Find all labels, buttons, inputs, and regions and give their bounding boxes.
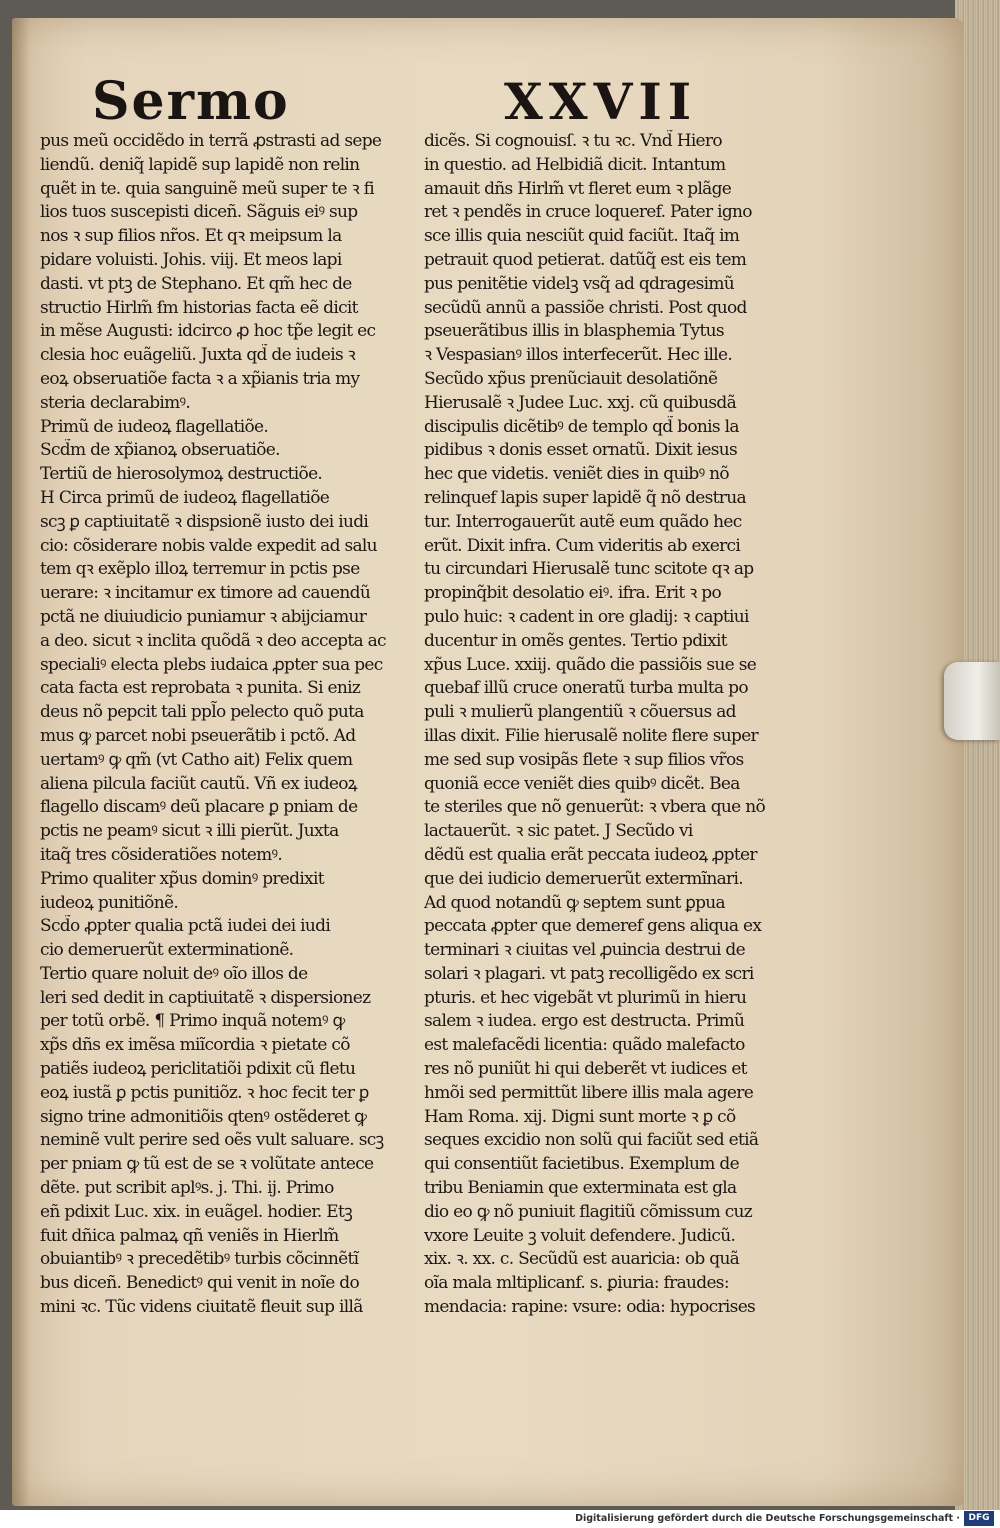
text-line: eoꝝ iustã ꝑ pctis punitiõz. ꝛ hoc fecit ter ꝑ — [40, 1082, 369, 1103]
text-line: Scd̃m de xp̃ianoꝝ obseruatiõe. — [40, 440, 280, 461]
text-line: quẽt in te. quia sanguinẽ meũ super te ꝛ fi — [40, 178, 374, 199]
text-line: deus nõ pepcit tali ppl̃o pelecto quõ puta — [40, 702, 364, 723]
text-line: mus ꝙ parcet nobi pseuerãtib i pctõ. Ad — [40, 725, 356, 746]
text-line: dẽte. put scribit aplꝰs. j. Thi. ij. Primo — [40, 1178, 334, 1199]
text-line: eñ pdixit Luc. xix. in euãgel. hodier. Etꝫ — [40, 1201, 353, 1222]
text-line: lactauerũt. ꝛ sic patet. J Secũdo vi — [424, 821, 693, 842]
text-line: leri sed dedit in captiuitatẽ ꝛ dispersionez — [40, 987, 371, 1008]
footer-bar — [0, 1510, 1000, 1528]
text-line: Ham Roma. xij. Digni sunt morte ꝛ ꝑ cõ — [424, 1106, 736, 1127]
text-line: illas dixit. Filie hierusalẽ nolite flere super — [424, 725, 758, 746]
text-line: propinq̃bit desolatio eiꝰ. ifra. Erit ꝛ po — [424, 583, 722, 604]
text-line: Tertiũ de hierosolymoꝝ destructiõe. — [40, 464, 323, 485]
text-line: sce illis quia nesciũt quid faciũt. Itaq̃ im — [424, 226, 740, 247]
text-line: discipulis dicẽtibꝰ de templo qd̃ bonis la — [424, 416, 739, 437]
text-line: per totũ orbẽ. ¶ Primo inquã notemꝰ ꝙ — [40, 1011, 345, 1032]
text-line: eoꝝ obseruatiõe facta ꝛ a xp̃ianis tria my — [40, 368, 360, 389]
text-line: oĩa mala mltiplicanf. s. ꝑiuria: fraudes: — [424, 1273, 729, 1294]
text-line: est malefacẽdi licentia: quãdo malefacto — [424, 1035, 745, 1056]
text-line: pidare voluisti. Johis. viij. Et meos lapi — [40, 249, 342, 270]
text-line: cata facta est reprobata ꝛ punita. Si eniz — [40, 678, 361, 699]
text-line: patiẽs iudeoꝝ periclitatiõi pdixit cũ fletu — [40, 1059, 356, 1080]
text-line: pturis. et hec vigebãt vt plurimũ in hieru — [424, 987, 747, 1008]
text-line: specialiꝰ electa plebs iudaica ꝓpter sua pec — [40, 654, 383, 675]
text-line: te steriles que nõ genuerũt: ꝛ vbera que nõ — [424, 797, 765, 818]
text-line: Hierusalẽ ꝛ Judee Luc. xxj. cũ quibusdã — [424, 392, 737, 413]
text-line: seques excidio non solũ qui faciũt sed etiã — [424, 1130, 759, 1151]
text-line: vxore Leuite ꝫ voluit defendere. Judicũ. — [424, 1225, 736, 1246]
text-line: in questio. ad Helbidiã dicit. Intantum — [424, 154, 726, 175]
text-line: fuit dñica palmaꝝ qñ veniẽs in Hierlm̃ — [40, 1225, 339, 1246]
text-line: pctã ne diuiudicio puniamur ꝛ abijciamur — [40, 606, 367, 627]
text-line: dasti. vt ptꝫ de Stephano. Et qm̃ hec de — [40, 273, 352, 294]
text-line: puli ꝛ mulierũ plangentiũ ꝛ cõuersus ad — [424, 702, 736, 723]
text-line: clesia hoc euãgeliũ. Juxta qd̃ de iudeis ꝛ — [40, 345, 356, 366]
text-line: quoniã ecce veniẽt dies quibꝰ dicẽt. Bea — [424, 773, 740, 794]
text-line: erũt. Dixit infra. Cum videritis ab exerci — [424, 535, 741, 556]
text-column-right — [424, 130, 796, 1320]
text-line: lios tuos suscepisti diceñ. Sãguis eiꝰ sup — [40, 202, 358, 223]
text-line: salem ꝛ iudea. ergo est destructa. Primũ — [424, 1011, 745, 1032]
text-line: liendũ. deniq̃ lapidẽ sup lapidẽ non relin — [40, 154, 360, 175]
text-line: me sed sup vosipãs flete ꝛ sup filios vr̃os — [424, 749, 744, 770]
running-head-left: Sermo — [92, 71, 290, 132]
running-head-right: XXVII — [504, 72, 698, 131]
text-line: pidibus ꝛ donis esset ornatũ. Dixit iesus — [424, 440, 738, 461]
text-line: per pniam ꝙ tũ est de se ꝛ volũtate antece — [40, 1154, 374, 1175]
text-line: pus meũ occidẽdo in terrã ꝓstrasti ad sepe — [40, 131, 382, 151]
text-line: in mẽse Augusti: idcirco ꝓ hoc tp̃e legit ec — [40, 321, 376, 342]
text-line: relinquef lapis super lapidẽ q̃ nõ destrua — [424, 487, 746, 508]
text-line: solari ꝛ plagari. vt patꝫ recolligẽdo ex scri — [424, 963, 754, 984]
text-line: xp̃us Luce. xxiij. quãdo die passiõis sue se — [424, 654, 757, 675]
text-line: que dei iudicio demeruerũt extermĩnari. — [424, 868, 743, 889]
text-line: xix. ꝛ. xx. c. Secũdũ est auaricia: ob quã — [424, 1249, 740, 1270]
text-line: amauit dñs Hirlm̃ vt fleret eum ꝛ plãge — [424, 178, 732, 199]
page-holder-clip — [944, 662, 1000, 740]
text-line: tem qꝛ exẽplo illoꝝ terremur in pctis pse — [40, 559, 360, 580]
dfg-logo: DFG — [964, 1511, 994, 1526]
text-line: itaq̃ tres cõsideratiões notemꝰ. — [40, 844, 283, 865]
text-line: dẽdũ est qualia erãt peccata iudeoꝝ ꝓpter — [424, 844, 757, 865]
text-line: iudeoꝝ punitiõnẽ. — [40, 892, 179, 913]
text-line: hec que videtis. veniẽt dies in quibꝰ nõ — [424, 464, 729, 485]
text-line: Ad quod notandũ ꝙ septem sunt ꝑpua — [424, 892, 725, 913]
text-line: obuiantibꝰ ꝛ precedẽtibꝰ turbis cõcinnẽtĩ — [40, 1249, 359, 1270]
text-line: bus diceñ. Benedictꝰ qui venit in noĩe do — [40, 1273, 359, 1294]
text-line: uertamꝰ ꝙ qm̃ (vt Catho ait) Felix quem — [40, 749, 353, 770]
text-line: ducentur in omẽs gentes. Tertio pdixit — [424, 630, 727, 651]
text-line: aliena pilcula faciũt cautũ. Vñ ex iudeoꝝ — [40, 773, 357, 794]
text-line: pseuerãtibus illis in blasphemia Tytus — [424, 321, 724, 342]
text-line: a deo. sicut ꝛ inclita quõdã ꝛ deo accepta ac — [40, 630, 386, 651]
text-line: xp̃s dñs ex imẽsa miĩcordia ꝛ pietate cõ — [40, 1035, 350, 1056]
text-line: flagello discamꝰ deũ placare ꝑ pniam de — [40, 797, 358, 818]
text-line: Secũdo xp̃us prenũciauit desolatiõnẽ — [424, 368, 718, 389]
text-line: qui consentiũt facietibus. Exemplum de — [424, 1154, 739, 1175]
text-line: tur. Interrogauerũt autẽ eum quãdo hec — [424, 511, 742, 532]
text-line: res nõ puniũt hi qui deberẽt vt iudices et — [424, 1059, 747, 1080]
text-line: pulo huic: ꝛ cadent in ore gladij: ꝛ captiui — [424, 606, 749, 627]
text-line: H Circa primũ de iudeoꝝ flagellatiõe — [40, 487, 330, 508]
text-line: Scd̃o ꝓpter qualia pctã iudei dei iudi — [40, 916, 331, 937]
text-line: quebaf illũ cruce oneratũ turba multa po — [424, 678, 748, 699]
text-line: peccata ꝓpter que demeref gens aliqua ex — [424, 916, 762, 937]
text-line: cio demeruerũt exterminationẽ. — [40, 940, 294, 961]
text-line: mini ꝛc. Tũc videns ciuitatẽ fleuit sup illã — [40, 1297, 363, 1318]
text-column-left — [40, 130, 406, 1320]
text-line: Primũ de iudeoꝝ flagellatiõe. — [40, 416, 269, 437]
text-line: neminẽ vult perire sed oẽs vult saluare. scꝫ — [40, 1130, 384, 1151]
text-line: secũdũ annũ a passiõe christi. Post quod — [424, 297, 747, 318]
text-line: Tertio quare noluit deꝰ oĩo illos de — [40, 963, 308, 984]
text-line: tu circundari Hierusalẽ tunc scitote qꝛ ap — [424, 559, 754, 580]
text-line: structio Hirlm̃ ẜm historias facta eẽ dicit — [40, 297, 358, 318]
text-line: dicẽs. Si cognouisſ. ꝛ tu ꝛc. Vnd̃ Hiero — [424, 131, 722, 151]
text-line: steria declarabimꝰ. — [40, 392, 191, 413]
text-line: ret ꝛ pendẽs in cruce loqueref. Pater igno — [424, 202, 752, 223]
funding-credit: Digitalisierung gefördert durch die Deutsche Forschungsgemeinschaft · — [575, 1513, 960, 1524]
text-line: uerare: ꝛ incitamur ex timore ad cauendũ — [40, 583, 371, 604]
text-line: pus penitẽtie videlꝫ vsq̃ ad qdragesimũ — [424, 273, 735, 294]
text-line: ꝛ Vespasianꝰ illos interfecerũt. Hec ille. — [424, 345, 733, 366]
text-line: nos ꝛ sup filios nr̃os. Et qꝛ meipsum la — [40, 226, 342, 247]
text-line: signo trine admonitiõis qtenꝰ ostẽderet ꝙ — [40, 1106, 367, 1127]
text-line: pctis ne peamꝰ sicut ꝛ illi pierũt. Juxta — [40, 821, 339, 842]
text-line: hmõi sed permittũt libere illis mala agere — [424, 1082, 754, 1103]
text-line: cio: cõsiderare nobis valde expedit ad salu — [40, 535, 377, 556]
text-line: petrauit quod petierat. datũq̃ est eis tem — [424, 249, 747, 270]
text-line: tribu Beniamin que exterminata est gla — [424, 1178, 737, 1199]
text-line: scꝫ ꝑ captiuitatẽ ꝛ dispsionẽ iusto dei iudi — [40, 511, 369, 532]
text-line: terminari ꝛ ciuitas vel ꝓuincia destrui de — [424, 940, 745, 961]
text-line: mendacia: rapine: vsure: odia: hypocrises — [424, 1297, 756, 1318]
text-line: dio eo ꝙ nõ puniuit flagitiũ cõmissum cuz — [424, 1201, 753, 1222]
text-line: Primo qualiter xp̃us dominꝰ predixit — [40, 868, 324, 889]
